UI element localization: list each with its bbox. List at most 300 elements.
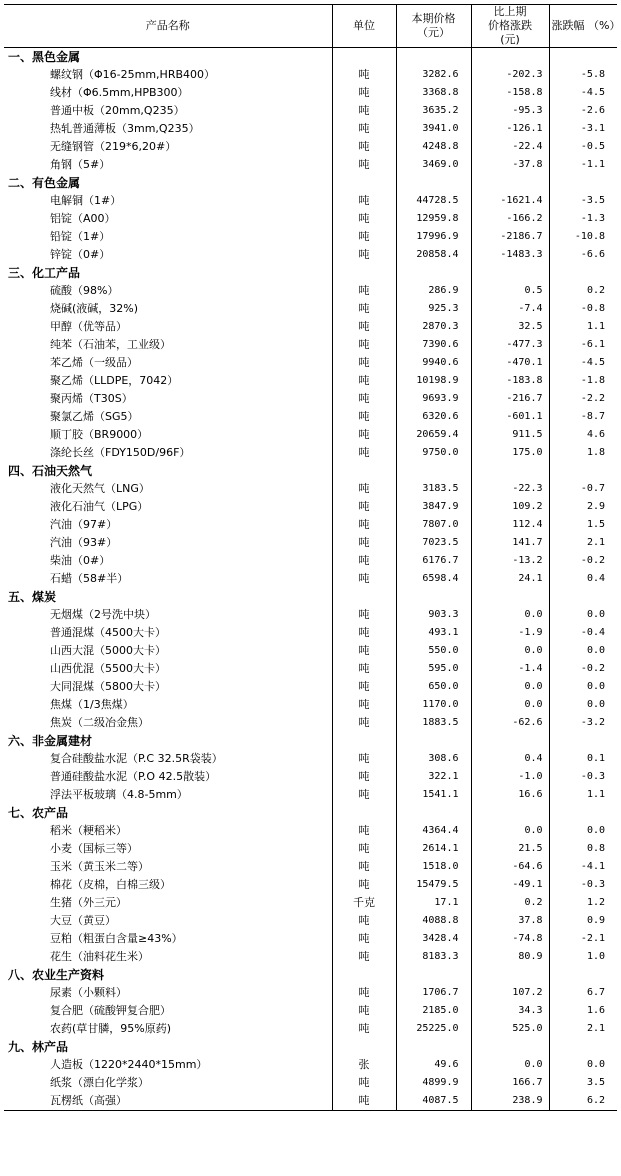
cell-pct: 0.0	[549, 642, 617, 660]
cell-price: 4248.8	[396, 138, 471, 156]
cell-price: 6176.7	[396, 552, 471, 570]
section-row	[4, 1038, 617, 1056]
table-row	[4, 1020, 617, 1038]
cell-change: -1.0	[471, 768, 549, 786]
cell-pct: -4.5	[549, 354, 617, 372]
section-empty-cell	[549, 804, 617, 822]
header-name: 产品名称	[4, 5, 332, 48]
cell-change: 911.5	[471, 426, 549, 444]
cell-name: 大同混煤（5800大卡）	[50, 680, 166, 693]
section-empty-cell	[332, 804, 396, 822]
cell-name: 螺纹钢（Φ16-25mm,HRB400）	[50, 68, 216, 81]
cell-change: -202.3	[471, 66, 549, 84]
cell-change: -126.1	[471, 120, 549, 138]
cell-change: 0.5	[471, 282, 549, 300]
table-row	[4, 642, 617, 660]
cell-unit: 吨	[332, 714, 396, 732]
cell-price: 9940.6	[396, 354, 471, 372]
cell-price: 3368.8	[396, 84, 471, 102]
cell-change: 24.1	[471, 570, 549, 588]
cell-pct: -10.8	[549, 228, 617, 246]
cell-price: 308.6	[396, 750, 471, 768]
cell-change: -166.2	[471, 210, 549, 228]
cell-name: 液化天然气（LNG）	[50, 482, 150, 495]
table-row	[4, 318, 617, 336]
cell-name: 聚丙烯（T30S）	[50, 392, 133, 405]
cell-unit: 千克	[332, 894, 396, 912]
cell-price: 3469.0	[396, 156, 471, 174]
section-empty-cell	[471, 174, 549, 192]
cell-unit: 吨	[332, 408, 396, 426]
cell-change: 37.8	[471, 912, 549, 930]
section-empty-cell	[549, 966, 617, 984]
cell-unit: 吨	[332, 210, 396, 228]
cell-name: 纯苯（石油苯，工业级）	[50, 338, 171, 351]
section-empty-cell	[549, 462, 617, 480]
cell-pct: 0.0	[549, 696, 617, 714]
section-title: 二、有色金属	[8, 176, 81, 190]
cell-unit: 吨	[332, 1074, 396, 1092]
section-empty-cell	[549, 48, 617, 67]
cell-unit: 吨	[332, 84, 396, 102]
cell-change: -183.8	[471, 372, 549, 390]
cell-price: 1541.1	[396, 786, 471, 804]
cell-pct: -0.2	[549, 552, 617, 570]
cell-pct: 0.2	[549, 282, 617, 300]
cell-unit: 吨	[332, 246, 396, 264]
cell-unit: 吨	[332, 66, 396, 84]
cell-pct: 0.0	[549, 606, 617, 624]
cell-change: -1.9	[471, 624, 549, 642]
cell-pct: 1.6	[549, 1002, 617, 1020]
cell-change: 0.0	[471, 1056, 549, 1074]
table-row	[4, 912, 617, 930]
cell-unit: 吨	[332, 750, 396, 768]
cell-change: -158.8	[471, 84, 549, 102]
cell-name: 烧碱(液碱，32%)	[50, 302, 139, 315]
table-row	[4, 660, 617, 678]
cell-change: 32.5	[471, 318, 549, 336]
cell-unit: 吨	[332, 102, 396, 120]
section-title: 三、化工产品	[8, 266, 81, 280]
cell-pct: 0.1	[549, 750, 617, 768]
cell-name: 锌锭（0#）	[50, 248, 111, 261]
cell-name: 普通硅酸盐水泥（P.O 42.5散装）	[50, 770, 217, 783]
cell-unit: 吨	[332, 678, 396, 696]
cell-price: 7390.6	[396, 336, 471, 354]
cell-name: 液化石油气（LPG）	[50, 500, 149, 513]
cell-name: 人造板（1220*2440*15mm）	[50, 1058, 208, 1071]
cell-pct: 0.0	[549, 822, 617, 840]
table-row	[4, 246, 617, 264]
section-empty-cell	[332, 264, 396, 282]
cell-name: 聚乙烯（LLDPE，7042）	[50, 374, 179, 387]
cell-pct: -1.1	[549, 156, 617, 174]
cell-name: 普通混煤（4500大卡）	[50, 626, 166, 639]
cell-pct: -5.8	[549, 66, 617, 84]
cell-unit: 吨	[332, 840, 396, 858]
section-empty-cell	[471, 1038, 549, 1056]
cell-price: 4899.9	[396, 1074, 471, 1092]
table-row	[4, 984, 617, 1002]
cell-price: 10198.9	[396, 372, 471, 390]
cell-pct: -0.3	[549, 768, 617, 786]
cell-change: 80.9	[471, 948, 549, 966]
cell-pct: 6.2	[549, 1092, 617, 1111]
section-empty-cell	[471, 462, 549, 480]
table-row	[4, 1056, 617, 1074]
table-row	[4, 480, 617, 498]
cell-pct: 0.8	[549, 840, 617, 858]
cell-name: 焦煤（1/3焦煤）	[50, 698, 134, 711]
cell-change: 16.6	[471, 786, 549, 804]
cell-unit: 吨	[332, 390, 396, 408]
cell-unit: 吨	[332, 444, 396, 462]
cell-price: 17996.9	[396, 228, 471, 246]
cell-unit: 吨	[332, 426, 396, 444]
cell-unit: 吨	[332, 822, 396, 840]
cell-name: 农药(草甘膦，95%原药)	[50, 1022, 172, 1035]
table-row	[4, 570, 617, 588]
table-row	[4, 282, 617, 300]
cell-change: 525.0	[471, 1020, 549, 1038]
cell-name: 复合肥（硫酸钾复合肥）	[50, 1004, 171, 1017]
cell-pct: -0.3	[549, 876, 617, 894]
cell-pct: -0.7	[549, 480, 617, 498]
section-row	[4, 966, 617, 984]
cell-price: 2870.3	[396, 318, 471, 336]
cell-pct: -2.6	[549, 102, 617, 120]
section-empty-cell	[332, 462, 396, 480]
cell-price: 1706.7	[396, 984, 471, 1002]
cell-unit: 吨	[332, 354, 396, 372]
cell-price: 1518.0	[396, 858, 471, 876]
cell-name: 涤纶长丝（FDY150D/96F）	[50, 446, 191, 459]
cell-price: 3183.5	[396, 480, 471, 498]
cell-pct: -2.2	[549, 390, 617, 408]
cell-unit: 吨	[332, 912, 396, 930]
table-row	[4, 372, 617, 390]
cell-unit: 吨	[332, 156, 396, 174]
cell-change: 175.0	[471, 444, 549, 462]
section-empty-cell	[332, 48, 396, 67]
cell-price: 7807.0	[396, 516, 471, 534]
header-pct: 涨跌幅 （%）	[549, 5, 617, 48]
cell-price: 2614.1	[396, 840, 471, 858]
cell-price: 4088.8	[396, 912, 471, 930]
cell-name: 稻米（粳稻米）	[50, 824, 127, 837]
cell-pct: 1.0	[549, 948, 617, 966]
cell-pct: -8.7	[549, 408, 617, 426]
cell-pct: -6.1	[549, 336, 617, 354]
cell-unit: 吨	[332, 300, 396, 318]
cell-name: 尿素（小颗料）	[50, 986, 127, 999]
cell-price: 550.0	[396, 642, 471, 660]
cell-change: -601.1	[471, 408, 549, 426]
table-row	[4, 768, 617, 786]
cell-unit: 吨	[332, 192, 396, 210]
table-row	[4, 156, 617, 174]
section-title: 七、农产品	[8, 806, 69, 820]
cell-change: -95.3	[471, 102, 549, 120]
cell-unit: 吨	[332, 372, 396, 390]
cell-name: 铅锭（1#）	[50, 230, 111, 243]
section-empty-cell	[396, 588, 471, 606]
cell-price: 15479.5	[396, 876, 471, 894]
section-empty-cell	[396, 174, 471, 192]
cell-name: 汽油（93#）	[50, 536, 118, 549]
cell-change: -74.8	[471, 930, 549, 948]
cell-change: 0.2	[471, 894, 549, 912]
cell-change: 166.7	[471, 1074, 549, 1092]
section-row	[4, 804, 617, 822]
cell-price: 17.1	[396, 894, 471, 912]
table-row	[4, 840, 617, 858]
cell-pct: 1.5	[549, 516, 617, 534]
cell-change: 109.2	[471, 498, 549, 516]
section-empty-cell	[471, 966, 549, 984]
cell-change: 0.0	[471, 606, 549, 624]
cell-unit: 吨	[332, 336, 396, 354]
cell-unit: 吨	[332, 786, 396, 804]
cell-name: 纸浆（漂白化学浆）	[50, 1076, 149, 1089]
cell-change: -7.4	[471, 300, 549, 318]
section-row	[4, 48, 617, 67]
cell-unit: 吨	[332, 120, 396, 138]
cell-price: 4087.5	[396, 1092, 471, 1111]
cell-price: 4364.4	[396, 822, 471, 840]
cell-pct: -4.1	[549, 858, 617, 876]
section-empty-cell	[396, 264, 471, 282]
table-row	[4, 858, 617, 876]
section-row	[4, 588, 617, 606]
cell-name: 山西优混（5500大卡）	[50, 662, 166, 675]
cell-name: 角钢（5#）	[50, 158, 111, 171]
table-row	[4, 300, 617, 318]
cell-change: -62.6	[471, 714, 549, 732]
cell-pct: -2.1	[549, 930, 617, 948]
cell-price: 8183.3	[396, 948, 471, 966]
cell-pct: 0.4	[549, 570, 617, 588]
cell-change: 107.2	[471, 984, 549, 1002]
cell-change: -37.8	[471, 156, 549, 174]
cell-price: 7023.5	[396, 534, 471, 552]
cell-pct: 2.9	[549, 498, 617, 516]
cell-unit: 吨	[332, 930, 396, 948]
cell-pct: 0.9	[549, 912, 617, 930]
cell-price: 650.0	[396, 678, 471, 696]
cell-change: -2186.7	[471, 228, 549, 246]
cell-change: -1483.3	[471, 246, 549, 264]
cell-unit: 吨	[332, 642, 396, 660]
section-empty-cell	[332, 966, 396, 984]
cell-name: 柴油（0#）	[50, 554, 111, 567]
cell-change: 0.0	[471, 678, 549, 696]
cell-pct: 0.0	[549, 678, 617, 696]
cell-name: 花生（油料花生米）	[50, 950, 149, 963]
cell-unit: 吨	[332, 498, 396, 516]
cell-change: 112.4	[471, 516, 549, 534]
cell-pct: -3.2	[549, 714, 617, 732]
cell-unit: 吨	[332, 660, 396, 678]
table-row	[4, 606, 617, 624]
cell-change: -13.2	[471, 552, 549, 570]
cell-unit: 吨	[332, 876, 396, 894]
table-row	[4, 408, 617, 426]
table-row	[4, 822, 617, 840]
cell-price: 20858.4	[396, 246, 471, 264]
cell-pct: 2.1	[549, 534, 617, 552]
cell-change: -22.3	[471, 480, 549, 498]
cell-pct: 0.0	[549, 1056, 617, 1074]
cell-price: 3847.9	[396, 498, 471, 516]
cell-unit: 吨	[332, 768, 396, 786]
cell-pct: -0.2	[549, 660, 617, 678]
cell-name: 浮法平板玻璃（4.8-5mm）	[50, 788, 188, 801]
cell-price: 1883.5	[396, 714, 471, 732]
table-row	[4, 1074, 617, 1092]
section-empty-cell	[396, 966, 471, 984]
cell-pct: -0.4	[549, 624, 617, 642]
table-row	[4, 750, 617, 768]
cell-price: 6598.4	[396, 570, 471, 588]
table-body	[4, 48, 617, 1111]
cell-unit: 吨	[332, 948, 396, 966]
cell-pct: -3.5	[549, 192, 617, 210]
cell-change: -1621.4	[471, 192, 549, 210]
cell-pct: -1.8	[549, 372, 617, 390]
section-title: 六、非金属建材	[8, 734, 93, 748]
cell-name: 小麦（国标三等）	[50, 842, 138, 855]
cell-price: 493.1	[396, 624, 471, 642]
table-row	[4, 678, 617, 696]
section-empty-cell	[332, 588, 396, 606]
cell-pct: 3.5	[549, 1074, 617, 1092]
cell-price: 595.0	[396, 660, 471, 678]
table-row	[4, 1002, 617, 1020]
section-empty-cell	[549, 732, 617, 750]
cell-change: 0.0	[471, 696, 549, 714]
cell-price: 322.1	[396, 768, 471, 786]
table-row	[4, 84, 617, 102]
table-row	[4, 786, 617, 804]
table-row	[4, 1092, 617, 1111]
table-row	[4, 624, 617, 642]
header-row	[4, 5, 617, 48]
cell-name: 热轧普通薄板（3mm,Q235）	[50, 122, 200, 135]
cell-price: 9693.9	[396, 390, 471, 408]
cell-price: 286.9	[396, 282, 471, 300]
section-empty-cell	[332, 732, 396, 750]
cell-price: 6320.6	[396, 408, 471, 426]
header-unit: 单位	[332, 5, 396, 48]
cell-unit: 吨	[332, 552, 396, 570]
table-row	[4, 930, 617, 948]
cell-name: 复合硅酸盐水泥（P.C 32.5R袋装）	[50, 752, 223, 765]
header-price: 本期价格 （元）	[396, 5, 471, 48]
cell-change: 238.9	[471, 1092, 549, 1111]
section-empty-cell	[332, 174, 396, 192]
cell-unit: 吨	[332, 858, 396, 876]
section-title: 五、煤炭	[8, 590, 57, 604]
table-row	[4, 210, 617, 228]
cell-name: 山西大混（5000大卡）	[50, 644, 166, 657]
cell-price: 25225.0	[396, 1020, 471, 1038]
section-row	[4, 174, 617, 192]
cell-price: 1170.0	[396, 696, 471, 714]
cell-name: 无缝钢管（219*6,20#）	[50, 140, 177, 153]
cell-price: 44728.5	[396, 192, 471, 210]
cell-name: 线材（Φ6.5mm,HPB300）	[50, 86, 189, 99]
cell-name: 棉花（皮棉，白棉三级）	[50, 878, 171, 891]
cell-unit: 吨	[332, 318, 396, 336]
table-row	[4, 102, 617, 120]
section-empty-cell	[396, 732, 471, 750]
cell-pct: 1.2	[549, 894, 617, 912]
cell-pct: -0.5	[549, 138, 617, 156]
cell-change: 0.0	[471, 822, 549, 840]
section-empty-cell	[332, 1038, 396, 1056]
section-empty-cell	[471, 732, 549, 750]
cell-change: 21.5	[471, 840, 549, 858]
section-empty-cell	[471, 48, 549, 67]
cell-name: 汽油（97#）	[50, 518, 118, 531]
table-row	[4, 516, 617, 534]
table-row	[4, 444, 617, 462]
cell-unit: 张	[332, 1056, 396, 1074]
cell-price: 3635.2	[396, 102, 471, 120]
cell-name: 豆粕（粗蛋白含量≥43%）	[50, 932, 183, 945]
cell-unit: 吨	[332, 606, 396, 624]
cell-unit: 吨	[332, 624, 396, 642]
cell-pct: -3.1	[549, 120, 617, 138]
section-row	[4, 732, 617, 750]
section-empty-cell	[471, 264, 549, 282]
table-row	[4, 192, 617, 210]
table-row	[4, 120, 617, 138]
cell-name: 玉米（黄玉米二等）	[50, 860, 149, 873]
cell-unit: 吨	[332, 984, 396, 1002]
table-row	[4, 426, 617, 444]
cell-name: 石蜡（58#半）	[50, 572, 129, 585]
price-table	[4, 4, 621, 1111]
section-empty-cell	[471, 588, 549, 606]
cell-price: 49.6	[396, 1056, 471, 1074]
table-row	[4, 552, 617, 570]
table-row	[4, 948, 617, 966]
section-empty-cell	[396, 462, 471, 480]
cell-change: -1.4	[471, 660, 549, 678]
cell-pct: -6.6	[549, 246, 617, 264]
cell-change: -64.6	[471, 858, 549, 876]
cell-pct: 1.1	[549, 318, 617, 336]
cell-price: 12959.8	[396, 210, 471, 228]
cell-change: -477.3	[471, 336, 549, 354]
table-row	[4, 354, 617, 372]
cell-pct: 2.1	[549, 1020, 617, 1038]
cell-name: 聚氯乙烯（SG5）	[50, 410, 139, 423]
cell-unit: 吨	[332, 516, 396, 534]
cell-price: 20659.4	[396, 426, 471, 444]
section-empty-cell	[549, 264, 617, 282]
table-row	[4, 66, 617, 84]
section-title: 九、林产品	[8, 1040, 69, 1054]
section-empty-cell	[549, 174, 617, 192]
table-row	[4, 894, 617, 912]
cell-price: 3282.6	[396, 66, 471, 84]
section-empty-cell	[396, 1038, 471, 1056]
cell-name: 电解铜（1#）	[50, 194, 122, 207]
